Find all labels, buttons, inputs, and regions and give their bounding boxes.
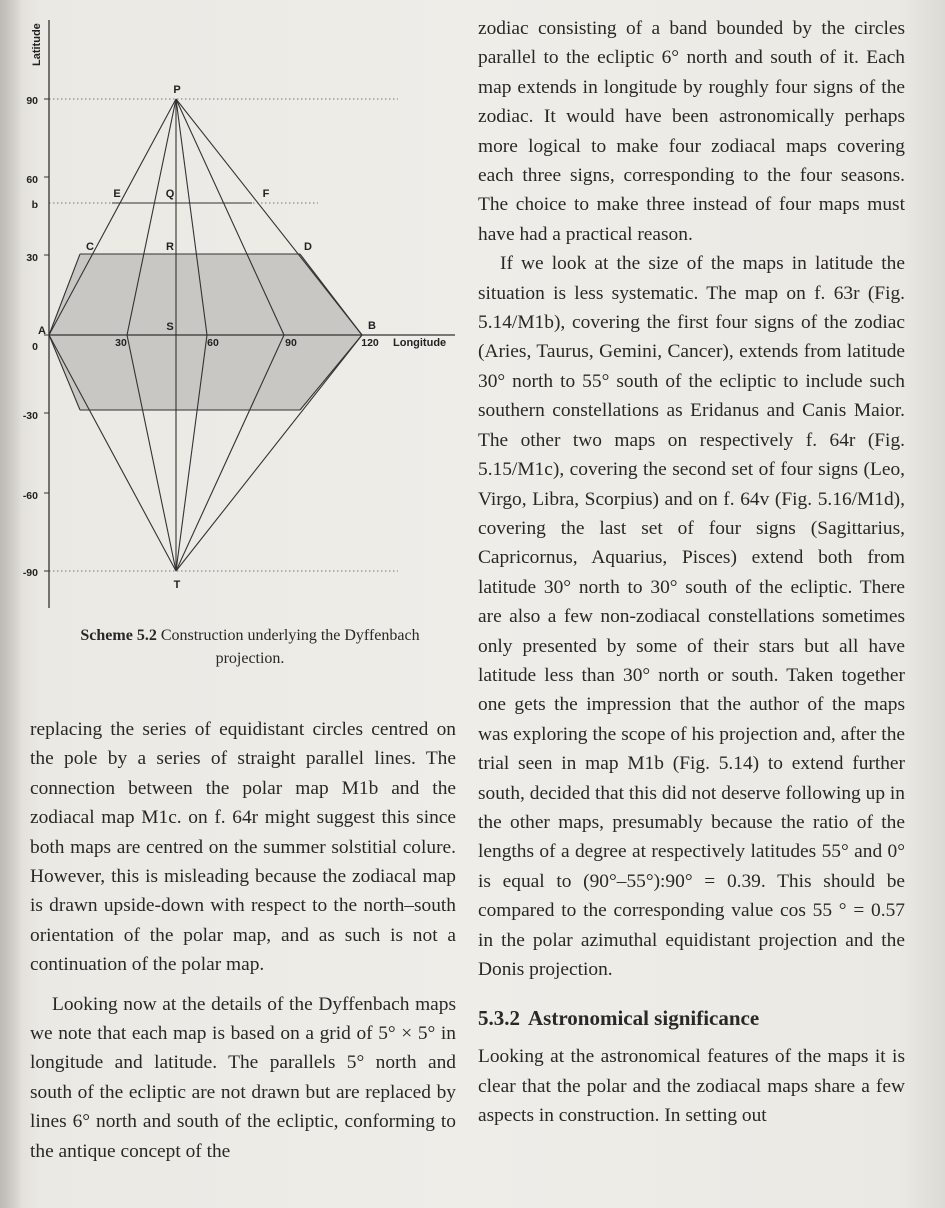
section-heading: [478, 1004, 905, 1032]
point-label-c: C: [86, 241, 94, 253]
paragraph: Looking now at the details of the Dyffenbach maps we note that each map is based on a grid of 5° × 5° in longitude and latitude. The parallels 5° north and south of the ecliptic are not drawn but are replaced by lines 6° north and south of the ecliptic, conforming to the antique concept of the: [30, 993, 456, 1162]
point-label-f: F: [262, 188, 270, 200]
paragraph: zodiac consisting of a band bounded by the circles parallel to the ecliptic 6° north and south of it. Each map extends in longitude by roughly four signs of the zodiac. It would have been astronomically perhaps more logical to make four zodiacal maps covering each three signs, corresponding to the four seasons. The choice to make three instead of four maps must have had a practical reason.: [478, 18, 905, 245]
point-label-a: A: [38, 325, 46, 337]
point-label-p: P: [173, 84, 181, 96]
x-tick-label: 120: [361, 337, 379, 349]
paragraph: Looking at the astronomical features of the maps it is clear that the polar and the zodiacal maps share a few aspects in construction. In setting out: [478, 1046, 905, 1127]
y-tick-label: 0: [32, 341, 38, 353]
y-tick-label: -90: [22, 567, 38, 579]
point-label-q: Q: [165, 188, 175, 200]
paragraph: If we look at the size of the maps in latitude the situation is less systematic. The map on f. 63r (Fig. 5.14/M1b), covering the first four signs of the zodiac (Aries, Taurus, Gemini, Cancer), extends from latitude 30° north to 55° south of the ecliptic to include such southern constellations as Eridanus and Canis Maior. The other two maps on respectively f. 64r (Fig. 5.15/M1c), covering the second set of four signs (Leo, Virgo, Libra, Scorpius) and on f. 64v (Fig. 5.16/M1d), covering the last set of four signs (Sagittarius, Capricornus, Aquarius, Pisces) extend both from latitude 30° north to 30° south of the ecliptic. There are also a few non-zodiacal constellations sometimes only presented by some of their stars but all have latitude less than 30° north or south. Taken together one gets the impression that the author of the maps was exploring the scope of his projection and, after the trial seen in map M1b (Fig. 5.14) to extend further south, decided that this did not deserve following up in the other maps, presumably because the ratio of the lengths of a degree at respectively latitudes 55° and 0° is equal to (90°–55°):90° = 0.39. This should be compared to the corresponding value cos 55 ° = 0.57 in the polar azimuthal equidistant projection and the Donis projection.: [478, 253, 905, 980]
x-tick-label: 90: [285, 337, 297, 349]
y-tick-label: -60: [22, 490, 38, 502]
caption-text: Construction underlying the Dyffenbach projection.: [160, 627, 420, 667]
point-label-r: R: [166, 241, 174, 253]
y-tick-label: b: [31, 199, 38, 211]
y-tick-label: 30: [26, 252, 38, 264]
section-number: 5.3.2: [478, 1006, 520, 1031]
point-label-b: B: [368, 320, 376, 332]
shaded-map-region: [49, 254, 362, 410]
right-column: [478, 14, 905, 1131]
y-tick-label: 90: [26, 95, 38, 107]
caption-label: Scheme 5.2: [80, 627, 157, 644]
x-axis-title: Longitude: [393, 337, 447, 349]
section-title: Astronomical significance: [528, 1006, 760, 1031]
point-label-e: E: [113, 188, 121, 200]
x-tick-label: 60: [207, 337, 219, 349]
y-tick-label: 60: [26, 174, 38, 186]
x-tick-label: 30: [115, 337, 127, 349]
point-label-d: D: [304, 241, 312, 253]
y-tick-label: -30: [22, 410, 38, 422]
y-axis-title: Latitude: [31, 23, 43, 66]
figure-caption: [60, 624, 440, 670]
paragraph: replacing the series of equidistant circles centred on the pole by a series of straight parallel lines. The connection between the polar map M1b and the zodiacal map M1c. on f. 64r might suggest this since both maps are centred on the summer solstitial colure. However, this is misleading because the zodiacal map is drawn upside-down with respect to the north–south orientation of the polar map, and as such is not a continuation of the polar map.: [30, 719, 456, 976]
point-label-t: T: [173, 579, 181, 591]
point-label-s: S: [166, 321, 174, 333]
dyffenbach-construction-diagram: [0, 0, 460, 625]
left-column: [30, 715, 456, 1166]
